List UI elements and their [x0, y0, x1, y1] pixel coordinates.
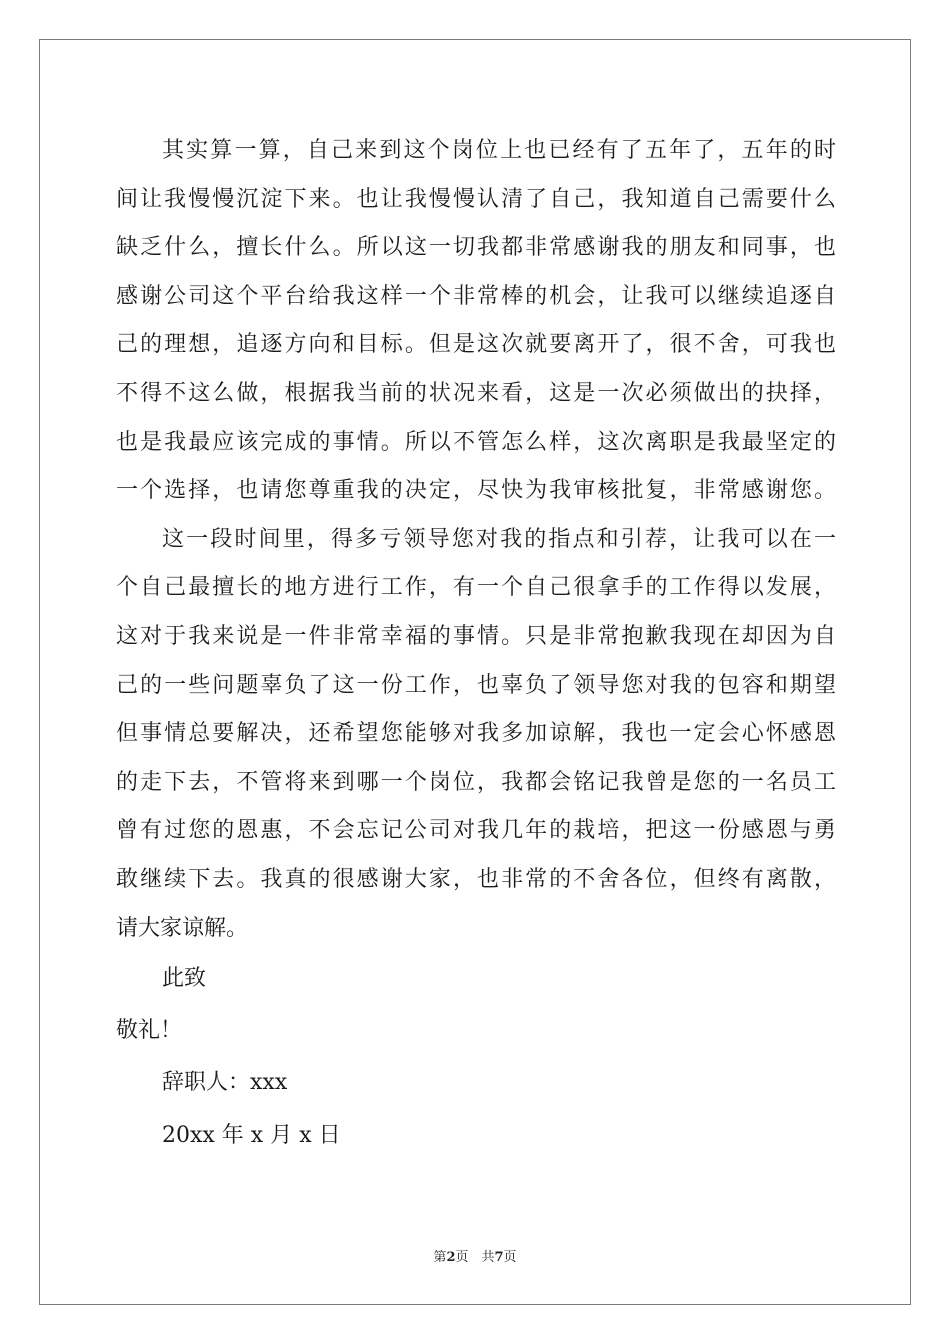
page-footer: [0, 1246, 950, 1265]
closing-greeting: 此致: [162, 966, 207, 992]
page-mid: 页 共: [455, 1250, 495, 1265]
page-prefix: 第: [433, 1250, 447, 1265]
page-suffix: 页: [503, 1250, 517, 1265]
signature: 辞职人：xxx: [162, 1070, 288, 1096]
text-line: 间让我慢慢沉淀下来。也让我慢慢认清了自己，我知道自己需要什么: [116, 186, 836, 212]
letter-closing: [116, 953, 836, 1163]
text-line: 感谢公司这个平台给我这样一个非常棒的机会，让我可以继续追逐自: [116, 283, 836, 309]
paragraph-2: [116, 516, 836, 953]
text-line: 己的理想，追逐方向和目标。但是这次就要离开了，很不舍，可我也: [116, 332, 836, 358]
date-line: 20xx 年 x 月 x 日: [162, 1123, 341, 1149]
text-line: 的走下去，不管将来到哪一个岗位，我都会铭记我曾是您的一名员工: [116, 769, 836, 795]
page-total: 7: [494, 1250, 504, 1265]
text-line: 个自己最擅长的地方进行工作，有一个自己很拿手的工作得以发展，: [116, 575, 836, 601]
text-line: 这一段时间里，得多亏领导您对我的指点和引荐，让我可以在一: [162, 526, 836, 552]
text-line: 不得不这么做，根据我当前的状况来看，这是一次必须做出的抉择，: [116, 380, 836, 406]
paragraph-1: [116, 127, 836, 516]
text-line: 但事情总要解决，还希望您能够对我多加谅解，我也一定会心怀感恩: [116, 721, 836, 747]
letter-body: [116, 127, 836, 1163]
text-line: 请大家谅解。: [116, 915, 249, 941]
text-line: 这对于我来说是一件非常幸福的事情。只是非常抱歉我现在却因为自: [116, 623, 836, 649]
text-line: 也是我最应该完成的事情。所以不管怎么样，这次离职是我最坚定的: [116, 429, 836, 455]
text-line: 敢继续下去。我真的很感谢大家，也非常的不舍各位，但终有离散，: [116, 866, 836, 892]
text-line: 其实算一算，自己来到这个岗位上也已经有了五年了，五年的时: [162, 138, 836, 163]
text-line: 曾有过您的恩惠，不会忘记公司对我几年的栽培，把这一份感恩与勇: [116, 818, 836, 844]
closing-salute: 敬礼！: [116, 1018, 183, 1044]
text-line: 一个选择，也请您尊重我的决定，尽快为我审核批复，非常感谢您。: [116, 478, 836, 504]
page-current: 2: [446, 1250, 456, 1265]
text-line: 缺乏什么，擅长什么。所以这一切我都非常感谢我的朋友和同事，也: [116, 235, 836, 261]
text-line: 己的一些问题辜负了这一份工作，也辜负了领导您对我的包容和期望: [116, 672, 836, 698]
